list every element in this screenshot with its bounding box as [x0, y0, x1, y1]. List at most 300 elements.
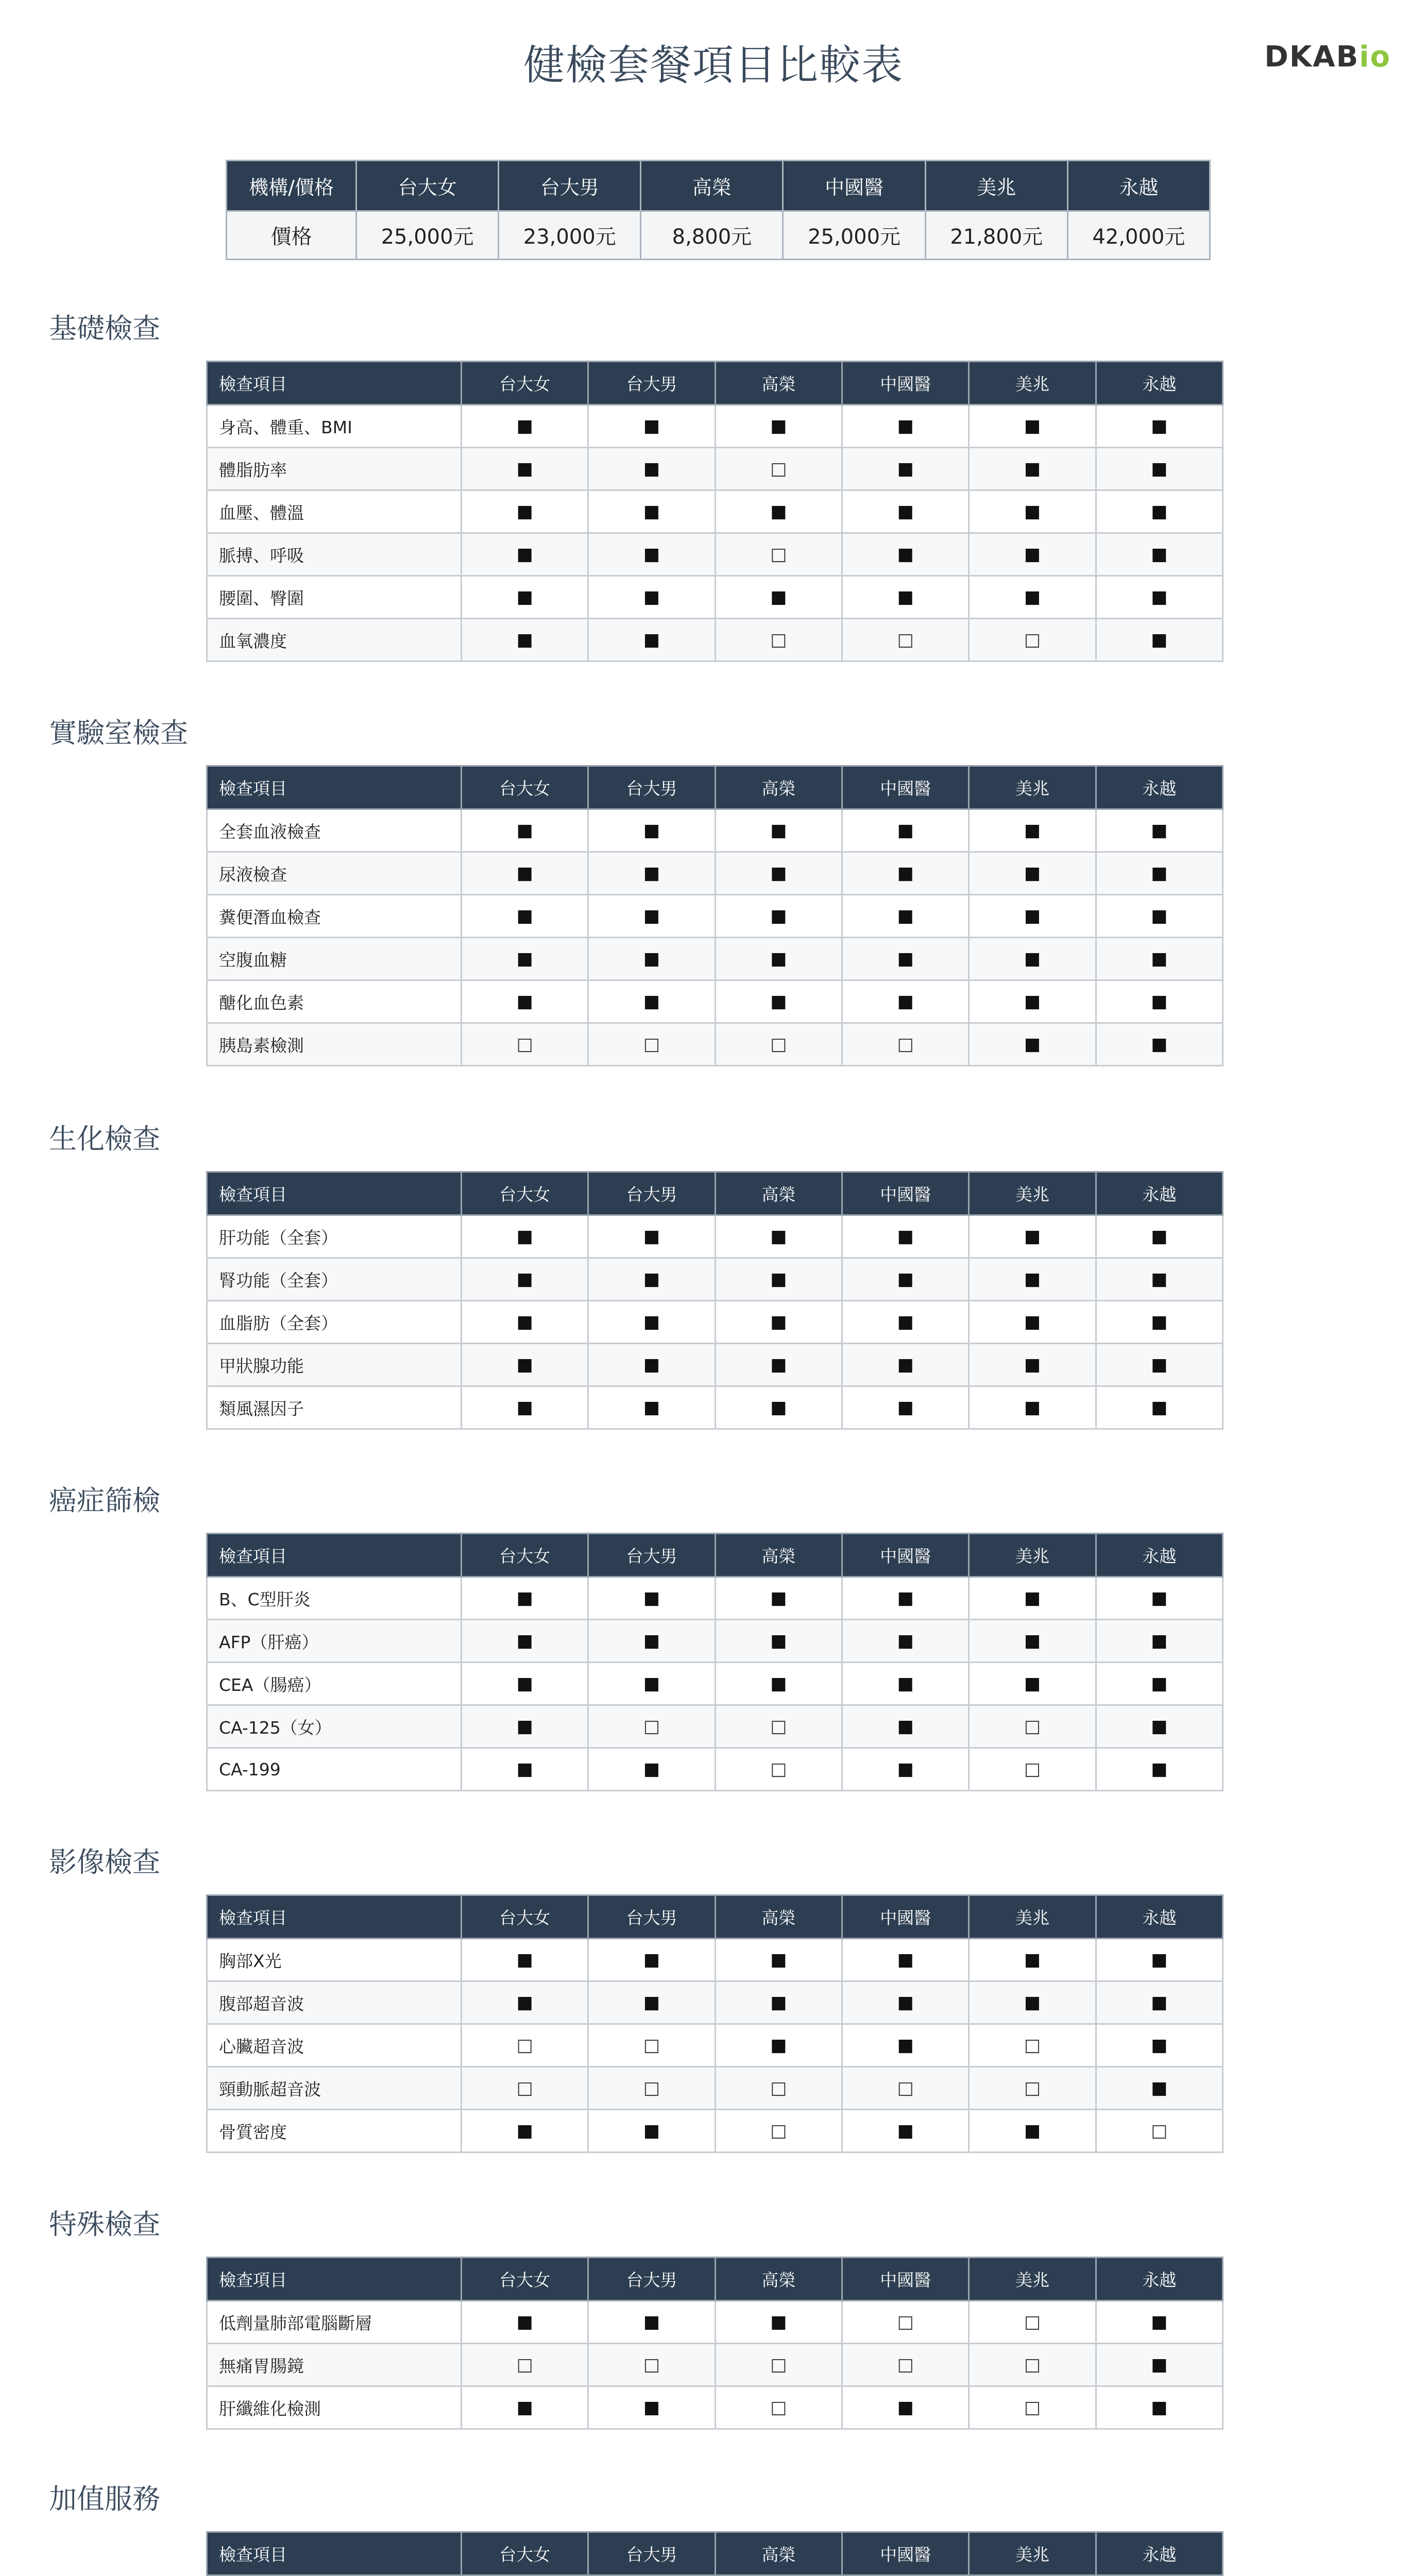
availability-cell	[1096, 1301, 1222, 1344]
availability-cell	[842, 490, 969, 533]
column-header-institution: 高榮	[715, 1534, 842, 1577]
filled-square-icon: ■	[1151, 587, 1168, 607]
row-item-label: 肝纖維化檢測	[207, 2386, 462, 2429]
availability-cell	[588, 2344, 715, 2386]
row-item-label: 身高、體重、BMI	[207, 405, 462, 448]
table-row	[207, 1301, 1223, 1344]
availability-cell	[462, 852, 588, 895]
column-header-institution: 台大男	[588, 1895, 715, 1939]
filled-square-icon: ■	[516, 587, 533, 607]
row-item-label: 類風濕因子	[207, 1386, 462, 1429]
availability-cell	[1096, 576, 1222, 619]
availability-cell	[969, 619, 1096, 662]
table-header-row	[207, 766, 1223, 809]
column-header-institution: 高榮	[715, 766, 842, 809]
availability-cell	[462, 2301, 588, 2344]
empty-square-icon: □	[770, 2078, 787, 2098]
availability-cell	[1096, 1705, 1222, 1748]
table-row	[207, 895, 1223, 938]
availability-cell	[842, 1981, 969, 2024]
filled-square-icon: ■	[897, 1673, 914, 1694]
row-item-label: 體脂肪率	[207, 448, 462, 490]
availability-cell	[842, 2386, 969, 2429]
availability-cell	[969, 1386, 1096, 1429]
availability-cell	[588, 1705, 715, 1748]
availability-cell	[588, 1620, 715, 1663]
availability-cell	[1096, 2344, 1222, 2386]
availability-cell	[969, 1577, 1096, 1620]
availability-cell	[715, 1705, 842, 1748]
table-row	[207, 1620, 1223, 1663]
row-item-label: 糞便潛血檢查	[207, 895, 462, 938]
availability-cell	[1096, 1386, 1222, 1429]
availability-cell	[715, 895, 842, 938]
table-row	[207, 1344, 1223, 1386]
filled-square-icon: ■	[770, 1354, 787, 1375]
filled-square-icon: ■	[1024, 1226, 1041, 1247]
filled-square-icon: ■	[770, 1631, 787, 1651]
filled-square-icon: ■	[643, 1397, 660, 1418]
availability-cell	[588, 1215, 715, 1258]
availability-cell	[1096, 448, 1222, 490]
availability-cell	[588, 1577, 715, 1620]
filled-square-icon: ■	[1024, 1631, 1041, 1651]
availability-cell	[462, 1301, 588, 1344]
availability-cell	[715, 980, 842, 1023]
row-item-label: B、C型肝炎	[207, 1577, 462, 1620]
column-header-institution: 美兆	[969, 362, 1096, 405]
filled-square-icon: ■	[1024, 820, 1041, 841]
availability-cell	[842, 448, 969, 490]
column-header-institution: 高榮	[715, 1172, 842, 1215]
availability-cell	[969, 2344, 1096, 2386]
table-row	[207, 1215, 1223, 1258]
column-header-institution: 台大女	[462, 1895, 588, 1939]
price-header-institution: 高榮	[641, 161, 783, 211]
filled-square-icon: ■	[1151, 1631, 1168, 1651]
availability-cell	[1096, 2067, 1222, 2110]
availability-cell	[842, 1258, 969, 1301]
filled-square-icon: ■	[1024, 991, 1041, 1012]
availability-cell	[969, 1620, 1096, 1663]
filled-square-icon: ■	[643, 820, 660, 841]
empty-square-icon: □	[770, 630, 787, 650]
filled-square-icon: ■	[1024, 1354, 1041, 1375]
table-row	[207, 1981, 1223, 2024]
availability-cell	[715, 852, 842, 895]
availability-cell	[1096, 1344, 1222, 1386]
availability-cell	[969, 1748, 1096, 1791]
filled-square-icon: ■	[643, 1354, 660, 1375]
filled-square-icon: ■	[516, 1673, 533, 1694]
empty-square-icon: □	[770, 2121, 787, 2141]
filled-square-icon: ■	[516, 2121, 533, 2141]
availability-cell	[969, 448, 1096, 490]
filled-square-icon: ■	[770, 1992, 787, 2013]
filled-square-icon: ■	[897, 459, 914, 479]
filled-square-icon: ■	[897, 820, 914, 841]
section-title: 基礎檢查	[49, 312, 160, 345]
filled-square-icon: ■	[643, 1588, 660, 1608]
row-item-label: 肝功能（全套）	[207, 1215, 462, 1258]
filled-square-icon: ■	[1151, 1226, 1168, 1247]
table-header-row	[207, 1534, 1223, 1577]
availability-cell	[462, 938, 588, 980]
filled-square-icon: ■	[897, 416, 914, 436]
row-item-label: AFP（肝癌）	[207, 1620, 462, 1663]
availability-cell	[842, 405, 969, 448]
filled-square-icon: ■	[770, 1673, 787, 1694]
price-header-institution: 中國醫	[783, 161, 925, 211]
column-header-institution: 美兆	[969, 1172, 1096, 1215]
row-item-label: 頸動脈超音波	[207, 2067, 462, 2110]
filled-square-icon: ■	[1151, 1950, 1168, 1970]
filled-square-icon: ■	[897, 1397, 914, 1418]
availability-cell	[715, 1258, 842, 1301]
availability-cell	[842, 2301, 969, 2344]
table-row	[207, 2344, 1223, 2386]
availability-cell	[588, 938, 715, 980]
price-value: 21,800元	[925, 211, 1067, 260]
availability-cell	[588, 2067, 715, 2110]
column-header-institution: 永越	[1096, 766, 1222, 809]
filled-square-icon: ■	[1151, 991, 1168, 1012]
availability-cell	[842, 1215, 969, 1258]
availability-cell	[969, 1939, 1096, 1981]
availability-cell	[842, 1386, 969, 1429]
table-row	[207, 938, 1223, 980]
availability-cell	[715, 1301, 842, 1344]
filled-square-icon: ■	[1024, 1034, 1041, 1055]
filled-square-icon: ■	[897, 991, 914, 1012]
filled-square-icon: ■	[1151, 2397, 1168, 2418]
column-header-item: 檢查項目	[207, 1172, 462, 1215]
availability-cell	[1096, 2110, 1222, 2153]
filled-square-icon: ■	[897, 1759, 914, 1780]
availability-cell	[462, 1620, 588, 1663]
empty-square-icon: □	[1024, 1759, 1041, 1780]
table-row	[207, 1748, 1223, 1791]
availability-cell	[462, 2024, 588, 2067]
empty-square-icon: □	[1024, 2078, 1041, 2098]
filled-square-icon: ■	[643, 991, 660, 1012]
availability-cell	[715, 2110, 842, 2153]
column-header-institution: 中國醫	[842, 1534, 969, 1577]
availability-cell	[462, 1939, 588, 1981]
availability-cell	[715, 1344, 842, 1386]
column-header-institution: 美兆	[969, 2532, 1096, 2575]
table-row	[207, 405, 1223, 448]
availability-cell	[462, 980, 588, 1023]
row-item-label: 腹部超音波	[207, 1981, 462, 2024]
availability-cell	[969, 2110, 1096, 2153]
availability-cell	[462, 1705, 588, 1748]
filled-square-icon: ■	[1151, 459, 1168, 479]
empty-square-icon: □	[770, 2397, 787, 2418]
filled-square-icon: ■	[516, 2397, 533, 2418]
section-title: 生化檢查	[49, 1123, 160, 1155]
availability-cell	[842, 2110, 969, 2153]
table-row	[207, 1386, 1223, 1429]
availability-cell	[462, 2110, 588, 2153]
filled-square-icon: ■	[897, 906, 914, 926]
price-value: 23,000元	[499, 211, 641, 260]
filled-square-icon: ■	[516, 948, 533, 969]
availability-cell	[842, 576, 969, 619]
availability-cell	[588, 980, 715, 1023]
row-item-label: 腰圍、臀圍	[207, 576, 462, 619]
filled-square-icon: ■	[643, 2312, 660, 2332]
column-header-institution: 永越	[1096, 2532, 1222, 2575]
availability-cell	[462, 1386, 588, 1429]
availability-cell	[842, 1939, 969, 1981]
availability-cell	[1096, 2301, 1222, 2344]
filled-square-icon: ■	[1151, 1354, 1168, 1375]
empty-square-icon: □	[897, 2078, 914, 2098]
column-header-institution: 高榮	[715, 1895, 842, 1939]
table-row	[207, 2301, 1223, 2344]
empty-square-icon: □	[643, 2354, 660, 2375]
availability-cell	[715, 1663, 842, 1705]
availability-cell	[462, 1981, 588, 2024]
empty-square-icon: □	[643, 2078, 660, 2098]
table-row	[207, 576, 1223, 619]
page-title: 健檢套餐項目比較表	[523, 41, 904, 89]
table-row	[207, 809, 1223, 852]
comparison-table	[206, 1533, 1224, 1791]
price-value: 42,000元	[1067, 211, 1210, 260]
row-item-label: 醣化血色素	[207, 980, 462, 1023]
table-row	[207, 1663, 1223, 1705]
filled-square-icon: ■	[770, 1397, 787, 1418]
row-item-label: 尿液檢查	[207, 852, 462, 895]
availability-cell	[842, 852, 969, 895]
empty-square-icon: □	[770, 2354, 787, 2375]
filled-square-icon: ■	[643, 1992, 660, 2013]
filled-square-icon: ■	[516, 544, 533, 565]
availability-cell	[588, 1981, 715, 2024]
availability-cell	[462, 2067, 588, 2110]
row-item-label: 空腹血糖	[207, 938, 462, 980]
availability-cell	[588, 2110, 715, 2153]
filled-square-icon: ■	[1151, 2035, 1168, 2056]
availability-cell	[715, 448, 842, 490]
table-header-row	[207, 1895, 1223, 1939]
availability-cell	[969, 852, 1096, 895]
availability-cell	[1096, 1023, 1222, 1066]
comparison-table	[206, 2531, 1224, 2576]
availability-cell	[969, 2301, 1096, 2344]
availability-cell	[842, 895, 969, 938]
column-header-institution: 中國醫	[842, 1895, 969, 1939]
availability-cell	[715, 1386, 842, 1429]
filled-square-icon: ■	[1151, 948, 1168, 969]
empty-square-icon: □	[1024, 1716, 1041, 1737]
filled-square-icon: ■	[770, 587, 787, 607]
availability-cell	[842, 1344, 969, 1386]
filled-square-icon: ■	[1024, 1312, 1041, 1332]
row-item-label: CEA（腸癌）	[207, 1663, 462, 1705]
availability-cell	[969, 1215, 1096, 1258]
filled-square-icon: ■	[643, 587, 660, 607]
empty-square-icon: □	[897, 630, 914, 650]
filled-square-icon: ■	[897, 1354, 914, 1375]
column-header-institution: 永越	[1096, 2258, 1222, 2301]
filled-square-icon: ■	[897, 863, 914, 884]
availability-cell	[462, 619, 588, 662]
empty-square-icon: □	[516, 2354, 533, 2375]
section-title: 癌症篩檢	[49, 1484, 160, 1517]
availability-cell	[1096, 2024, 1222, 2067]
availability-cell	[1096, 2386, 1222, 2429]
availability-cell	[588, 1258, 715, 1301]
filled-square-icon: ■	[516, 459, 533, 479]
availability-cell	[715, 2067, 842, 2110]
filled-square-icon: ■	[516, 1269, 533, 1290]
filled-square-icon: ■	[1151, 1269, 1168, 1290]
availability-cell	[842, 619, 969, 662]
filled-square-icon: ■	[643, 1226, 660, 1247]
row-item-label: 血壓、體溫	[207, 490, 462, 533]
filled-square-icon: ■	[1024, 2121, 1041, 2141]
filled-square-icon: ■	[643, 544, 660, 565]
availability-cell	[588, 2301, 715, 2344]
column-header-institution: 永越	[1096, 1895, 1222, 1939]
filled-square-icon: ■	[1024, 1588, 1041, 1608]
availability-cell	[588, 852, 715, 895]
column-header-institution: 台大女	[462, 766, 588, 809]
availability-cell	[969, 1258, 1096, 1301]
price-row	[227, 211, 1210, 260]
availability-cell	[715, 2301, 842, 2344]
availability-cell	[969, 1705, 1096, 1748]
column-header-item: 檢查項目	[207, 362, 462, 405]
availability-cell	[715, 490, 842, 533]
filled-square-icon: ■	[897, 948, 914, 969]
empty-square-icon: □	[897, 2354, 914, 2375]
filled-square-icon: ■	[643, 906, 660, 926]
column-header-institution: 中國醫	[842, 766, 969, 809]
availability-cell	[842, 980, 969, 1023]
table-row	[207, 448, 1223, 490]
empty-square-icon: □	[897, 2312, 914, 2332]
availability-cell	[842, 1705, 969, 1748]
availability-cell	[715, 1023, 842, 1066]
column-header-institution: 中國醫	[842, 2258, 969, 2301]
availability-cell	[969, 2067, 1096, 2110]
table-row	[207, 852, 1223, 895]
filled-square-icon: ■	[1024, 459, 1041, 479]
empty-square-icon: □	[1024, 2035, 1041, 2056]
filled-square-icon: ■	[770, 501, 787, 522]
availability-cell	[588, 490, 715, 533]
filled-square-icon: ■	[516, 1312, 533, 1332]
filled-square-icon: ■	[643, 630, 660, 650]
table-row	[207, 619, 1223, 662]
availability-cell	[842, 2344, 969, 2386]
filled-square-icon: ■	[1151, 906, 1168, 926]
filled-square-icon: ■	[516, 991, 533, 1012]
filled-square-icon: ■	[897, 1992, 914, 2013]
availability-cell	[969, 1023, 1096, 1066]
availability-cell	[588, 2024, 715, 2067]
empty-square-icon: □	[770, 1716, 787, 1737]
availability-cell	[1096, 895, 1222, 938]
table-row	[207, 2024, 1223, 2067]
empty-square-icon: □	[516, 2078, 533, 2098]
availability-cell	[462, 1215, 588, 1258]
availability-cell	[1096, 1577, 1222, 1620]
filled-square-icon: ■	[1151, 1588, 1168, 1608]
price-value: 25,000元	[356, 211, 499, 260]
availability-cell	[588, 2386, 715, 2429]
column-header-institution: 台大男	[588, 1534, 715, 1577]
availability-cell	[715, 1215, 842, 1258]
availability-cell	[588, 1344, 715, 1386]
filled-square-icon: ■	[516, 2312, 533, 2332]
empty-square-icon: □	[1024, 2312, 1041, 2332]
filled-square-icon: ■	[1024, 587, 1041, 607]
column-header-item: 檢查項目	[207, 2532, 462, 2575]
table-row	[207, 1939, 1223, 1981]
filled-square-icon: ■	[643, 2397, 660, 2418]
filled-square-icon: ■	[1151, 863, 1168, 884]
empty-square-icon: □	[770, 544, 787, 565]
filled-square-icon: ■	[643, 948, 660, 969]
filled-square-icon: ■	[897, 1269, 914, 1290]
filled-square-icon: ■	[516, 630, 533, 650]
column-header-institution: 台大男	[588, 766, 715, 809]
column-header-institution: 台大女	[462, 1534, 588, 1577]
availability-cell	[588, 405, 715, 448]
row-item-label: 腎功能（全套）	[207, 1258, 462, 1301]
availability-cell	[462, 405, 588, 448]
filled-square-icon: ■	[1151, 1034, 1168, 1055]
table-row	[207, 2067, 1223, 2110]
column-header-institution: 高榮	[715, 2532, 842, 2575]
availability-cell	[842, 2067, 969, 2110]
availability-cell	[1096, 1215, 1222, 1258]
availability-cell	[462, 895, 588, 938]
availability-cell	[969, 809, 1096, 852]
availability-cell	[842, 1620, 969, 1663]
availability-cell	[588, 1386, 715, 1429]
table-row	[207, 1023, 1223, 1066]
availability-cell	[588, 576, 715, 619]
filled-square-icon: ■	[897, 501, 914, 522]
availability-cell	[1096, 405, 1222, 448]
column-header-institution: 永越	[1096, 1172, 1222, 1215]
filled-square-icon: ■	[643, 1673, 660, 1694]
filled-square-icon: ■	[1024, 544, 1041, 565]
table-row	[207, 2386, 1223, 2429]
availability-cell	[715, 938, 842, 980]
filled-square-icon: ■	[1151, 501, 1168, 522]
filled-square-icon: ■	[770, 2035, 787, 2056]
filled-square-icon: ■	[770, 1269, 787, 1290]
availability-cell	[462, 1344, 588, 1386]
availability-cell	[462, 2344, 588, 2386]
availability-cell	[462, 1663, 588, 1705]
availability-cell	[842, 2024, 969, 2067]
empty-square-icon: □	[770, 1759, 787, 1780]
column-header-institution: 台大女	[462, 362, 588, 405]
availability-cell	[715, 1577, 842, 1620]
availability-cell	[715, 2024, 842, 2067]
filled-square-icon: ■	[1024, 1269, 1041, 1290]
column-header-institution: 台大男	[588, 2258, 715, 2301]
price-row-label: 價格	[227, 211, 356, 260]
